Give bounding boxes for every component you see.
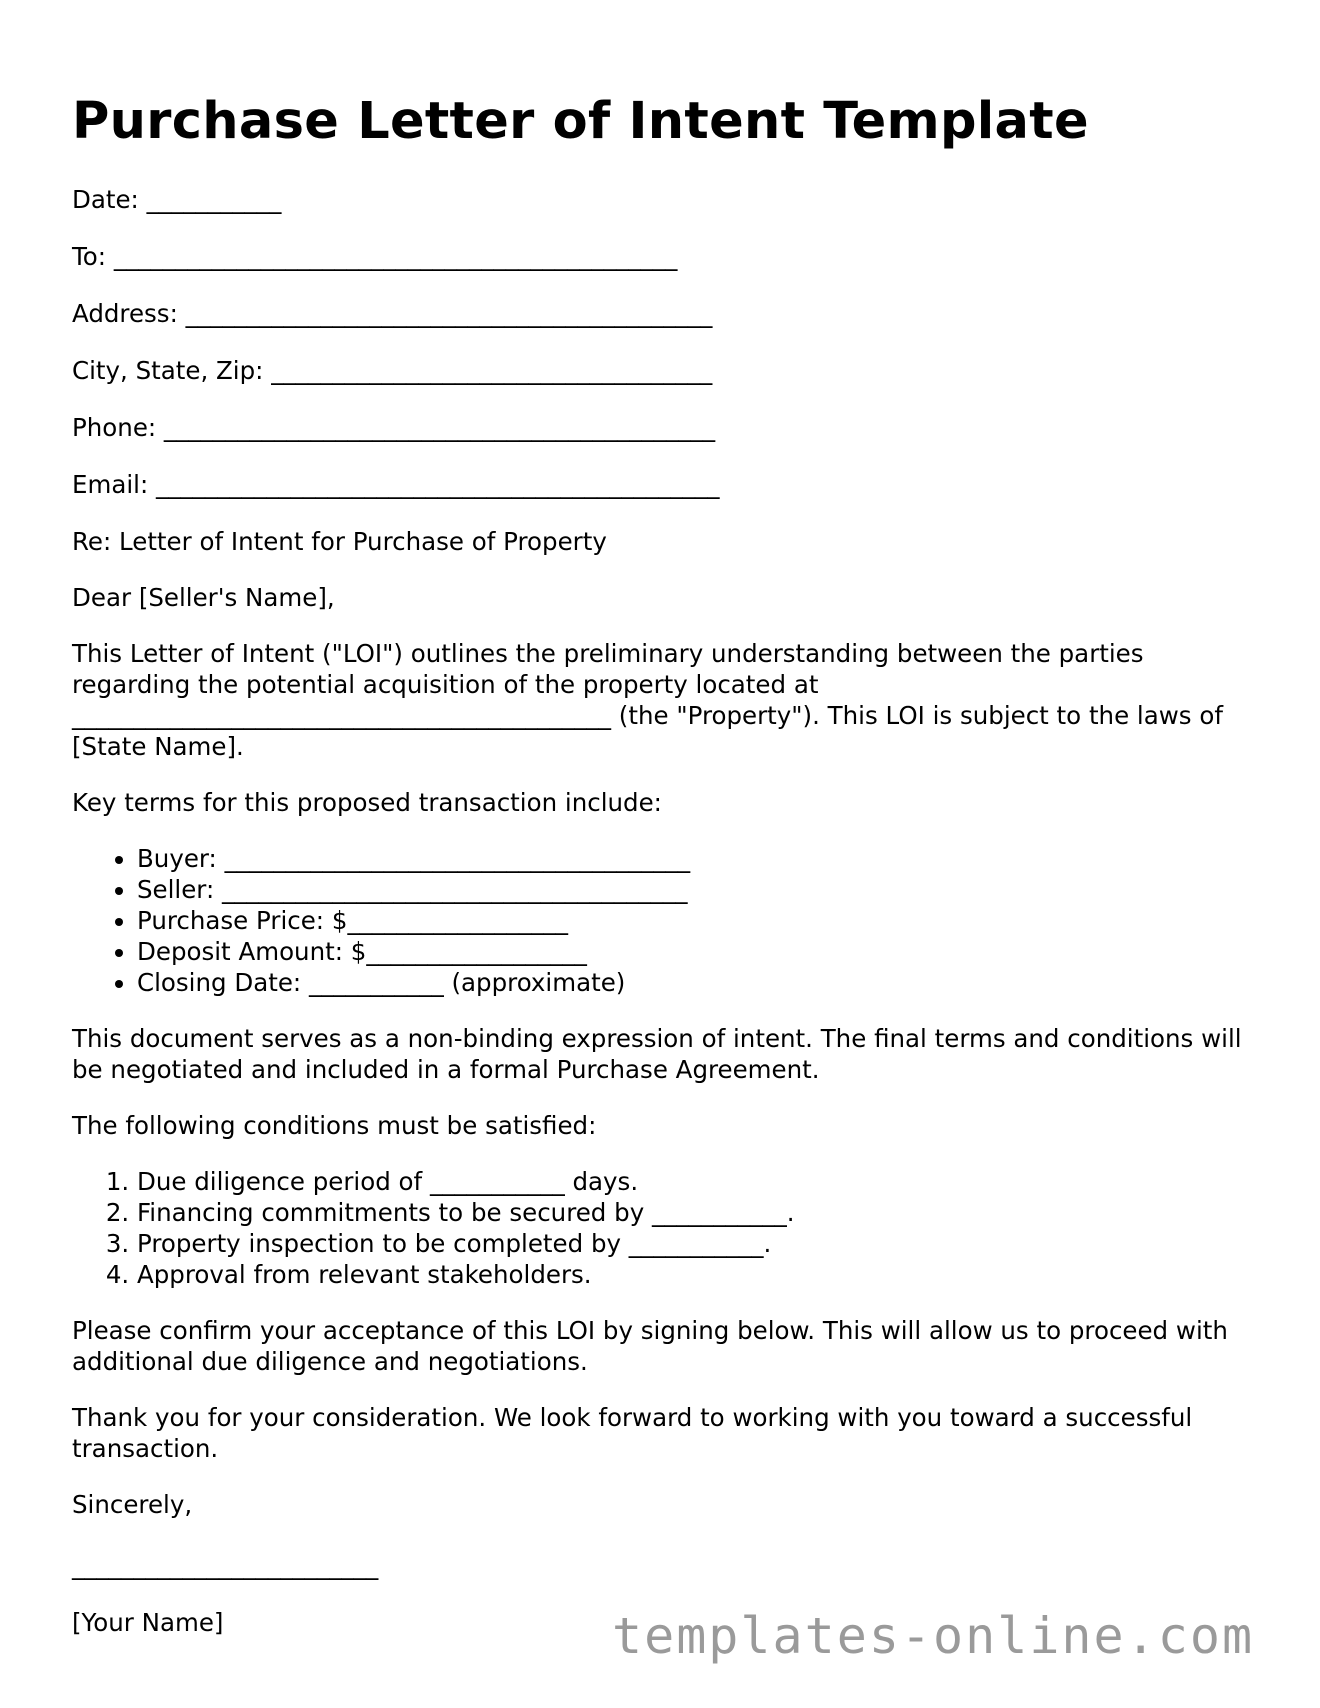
key-terms-heading: Key terms for this proposed transaction include: bbox=[72, 788, 662, 817]
letter-document bbox=[72, 88, 1252, 1663]
key-terms-list bbox=[72, 843, 1252, 998]
intro-paragraph: This Letter of Intent ("LOI") outlines the preliminary understanding between the parties regarding the potential acquisition of the property located at ____________________________________________ (the "Property"). This LOI is subject to the laws of [State Name]. bbox=[72, 639, 1223, 761]
condition-financing: 2. Financing commitments to be secured by ___________. bbox=[137, 1197, 1252, 1228]
watermark: templates-online.com bbox=[612, 1607, 1255, 1665]
key-term-deposit-amount: • Deposit Amount: $__________________ bbox=[137, 936, 1252, 967]
key-term-closing-date: • Closing Date: ___________ (approximate) bbox=[137, 967, 1252, 998]
date-field: Date: ___________ bbox=[72, 185, 282, 214]
page-title: Purchase Letter of Intent Template bbox=[72, 92, 1089, 151]
salutation: Dear [Seller's Name], bbox=[72, 583, 335, 612]
thanks-paragraph: Thank you for your consideration. We look forward to working with you toward a successful transaction. bbox=[72, 1403, 1193, 1463]
signature-line: _________________________ bbox=[72, 1551, 379, 1580]
condition-approval: 4. Approval from relevant stakeholders. bbox=[137, 1259, 1252, 1290]
conditions-heading: The following conditions must be satisfied: bbox=[72, 1111, 597, 1140]
non-binding-paragraph: This document serves as a non-binding expression of intent. The final terms and conditions will be negotiated and included in a formal Purchase Agreement. bbox=[72, 1024, 1242, 1084]
key-term-purchase-price: • Purchase Price: $__________________ bbox=[137, 905, 1252, 936]
key-term-seller: • Seller: ______________________________________ bbox=[137, 874, 1252, 905]
conditions-list bbox=[72, 1166, 1252, 1290]
re-line: Re: Letter of Intent for Purchase of Property bbox=[72, 527, 607, 556]
closing: Sincerely, bbox=[72, 1490, 193, 1519]
condition-inspection: 3. Property inspection to be completed by ___________. bbox=[137, 1228, 1252, 1259]
address-field: Address: ___________________________________________ bbox=[72, 299, 713, 328]
phone-field: Phone: _____________________________________________ bbox=[72, 413, 716, 442]
city-state-zip-field: City, State, Zip: ____________________________________ bbox=[72, 356, 713, 385]
signer-name: [Your Name] bbox=[72, 1608, 224, 1637]
email-field: Email: ______________________________________________ bbox=[72, 470, 720, 499]
condition-due-diligence: 1. Due diligence period of ___________ days. bbox=[137, 1166, 1252, 1197]
to-field: To: ______________________________________________ bbox=[72, 242, 678, 271]
confirm-paragraph: Please confirm your acceptance of this LOI by signing below. This will allow us to proceed with additional due diligence and negotiations. bbox=[72, 1316, 1228, 1376]
key-term-buyer: • Buyer: ______________________________________ bbox=[137, 843, 1252, 874]
